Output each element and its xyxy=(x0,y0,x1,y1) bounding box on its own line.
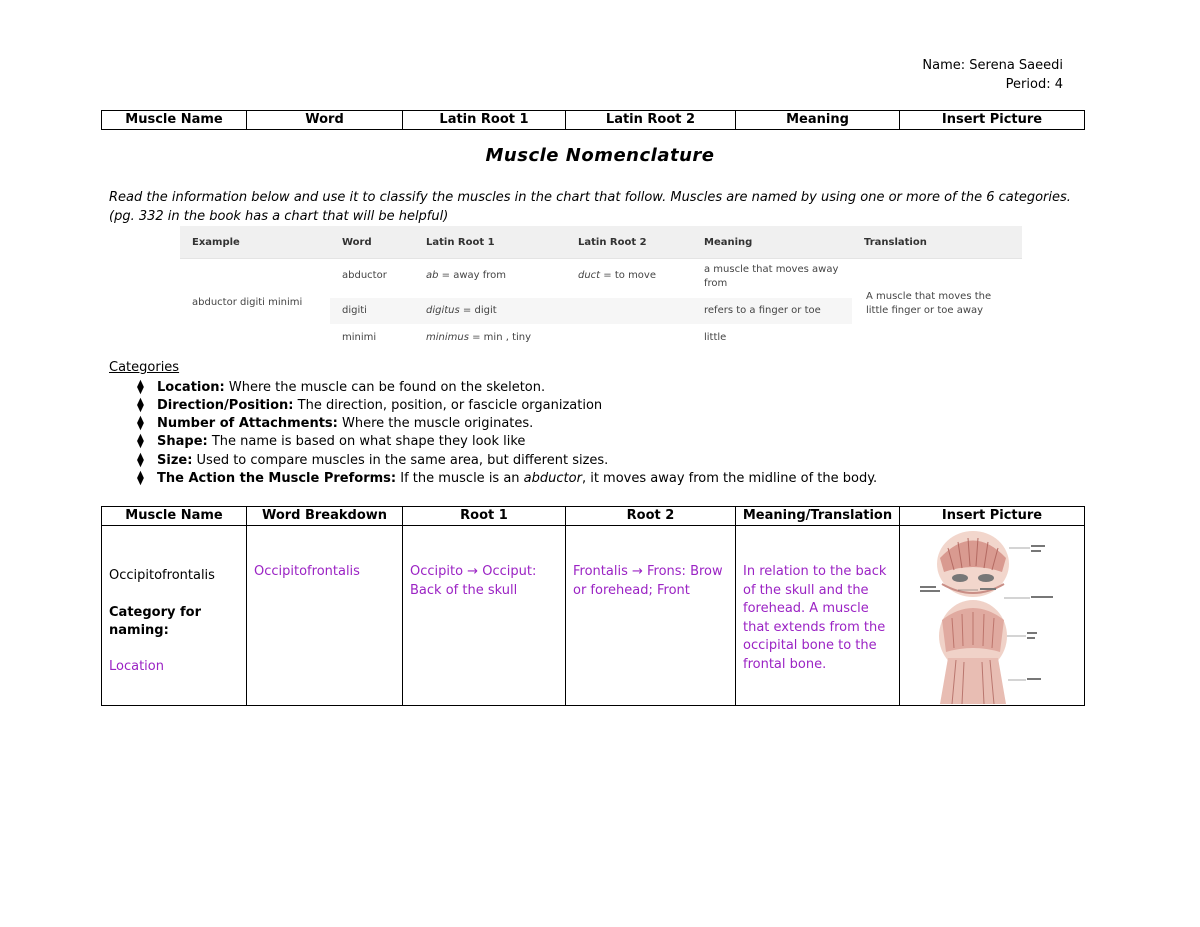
example-word-3: minimi xyxy=(342,332,377,343)
diamond-bullet-icon: ⧫ xyxy=(137,379,144,395)
example-table xyxy=(180,226,1022,354)
category-item: ⧫ Direction/Position: The direction, position, or fascicle organization xyxy=(137,397,603,413)
header-word-breakdown: Word Breakdown xyxy=(247,507,403,526)
muscle-name: Occipitofrontalis xyxy=(109,568,215,583)
example-word-2: digiti xyxy=(342,305,367,316)
example-translation: A muscle that moves the little finger or toe away xyxy=(866,291,992,316)
top-header-insert-picture: Insert Picture xyxy=(900,111,1085,130)
category-item: ⧫ Size: Used to compare muscles in the same area, but different sizes. xyxy=(137,452,609,468)
example-header-row xyxy=(180,226,1022,258)
picture-cell xyxy=(900,526,1085,706)
top-header-meaning: Meaning xyxy=(736,111,900,130)
category-item: ⧫ Location: Where the muscle can be found on the skeleton. xyxy=(137,379,546,395)
example-root2-1: duct = to move xyxy=(578,270,656,281)
header-root-2: Root 2 xyxy=(566,507,736,526)
student-name: Name: Serena Saeedi xyxy=(922,58,1063,73)
categories-label: Categories xyxy=(109,360,180,375)
category-item: ⧫ The Action the Muscle Preforms: If the muscle is an abductor, it moves away from the midline of the body. xyxy=(137,470,878,486)
top-header-word: Word xyxy=(247,111,403,130)
example-meaning-1: a muscle that moves away from xyxy=(704,264,839,289)
root2: Frontalis → Frons: Brow or forehead; Front xyxy=(573,564,723,598)
example-header-example: Example xyxy=(192,237,240,248)
main-table xyxy=(101,506,1085,706)
top-header-latin-root-2: Latin Root 2 xyxy=(566,111,736,130)
diamond-bullet-icon: ⧫ xyxy=(137,433,144,449)
header-insert-picture: Insert Picture xyxy=(900,507,1085,526)
word-breakdown: Occipitofrontalis xyxy=(254,564,360,579)
category-label: Category for naming: xyxy=(109,604,201,638)
page-title: Muscle Nomenclature xyxy=(485,145,715,166)
example-root1-2: digitus = digit xyxy=(426,305,497,316)
header-muscle-name: Muscle Name xyxy=(102,507,247,526)
intro-text: Read the information below and use it to classify the muscles in the chart that follow. Muscles are named by using one or more of the 6 categories. (pg. 332 in the book has a chart that will be helpful) xyxy=(109,190,1071,224)
diamond-bullet-icon: ⧫ xyxy=(137,452,144,468)
diamond-bullet-icon: ⧫ xyxy=(137,470,144,486)
example-header-root2: Latin Root 2 xyxy=(578,237,647,248)
example-header-root1: Latin Root 1 xyxy=(426,237,495,248)
period: Period: 4 xyxy=(1005,77,1063,92)
top-header-muscle-name: Muscle Name xyxy=(102,111,247,130)
root2-cell xyxy=(566,526,736,706)
muscle-name-cell xyxy=(102,526,247,706)
diamond-bullet-icon: ⧫ xyxy=(137,397,144,413)
example-root1-3: minimus = min , tiny xyxy=(426,332,532,343)
example-header-translation: Translation xyxy=(864,237,927,248)
root1: Occipito → Occiput: Back of the skull xyxy=(410,564,537,598)
root1-cell xyxy=(403,526,566,706)
meaning-cell xyxy=(736,526,900,706)
top-header-latin-root-1: Latin Root 1 xyxy=(403,111,566,130)
example-meaning-2: refers to a finger or toe xyxy=(704,305,821,316)
example-word-1: abductor xyxy=(342,270,387,281)
category-item: ⧫ Shape: The name is based on what shape they look like xyxy=(137,433,526,449)
diamond-bullet-icon: ⧫ xyxy=(137,415,144,431)
example-root1-1: ab = away from xyxy=(426,270,507,281)
category-value: Location xyxy=(109,658,164,674)
example-meaning-3: little xyxy=(704,332,727,343)
occipitofrontalis-anatomy-image xyxy=(918,528,1068,704)
category-item: ⧫ Number of Attachments: Where the muscle originates. xyxy=(137,415,534,431)
example-header-word: Word xyxy=(342,237,372,248)
header-root-1: Root 1 xyxy=(403,507,566,526)
header-meaning: Meaning/Translation xyxy=(736,507,900,526)
meaning: In relation to the back of the skull and the forehead. A muscle that extends from the occipital bone to the frontal bone. xyxy=(743,564,887,672)
top-table xyxy=(101,110,1085,130)
word-breakdown-cell xyxy=(247,526,403,706)
example-name: abductor digiti minimi xyxy=(192,297,303,308)
example-header-meaning: Meaning xyxy=(704,237,753,248)
